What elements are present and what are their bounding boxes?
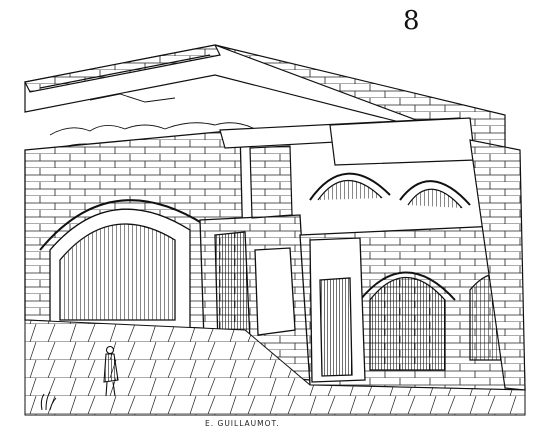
plate-number: 8 (403, 6, 420, 36)
engraver-signature: E. GUILLAUMOT. (205, 419, 280, 428)
upper-cornice (220, 118, 475, 218)
